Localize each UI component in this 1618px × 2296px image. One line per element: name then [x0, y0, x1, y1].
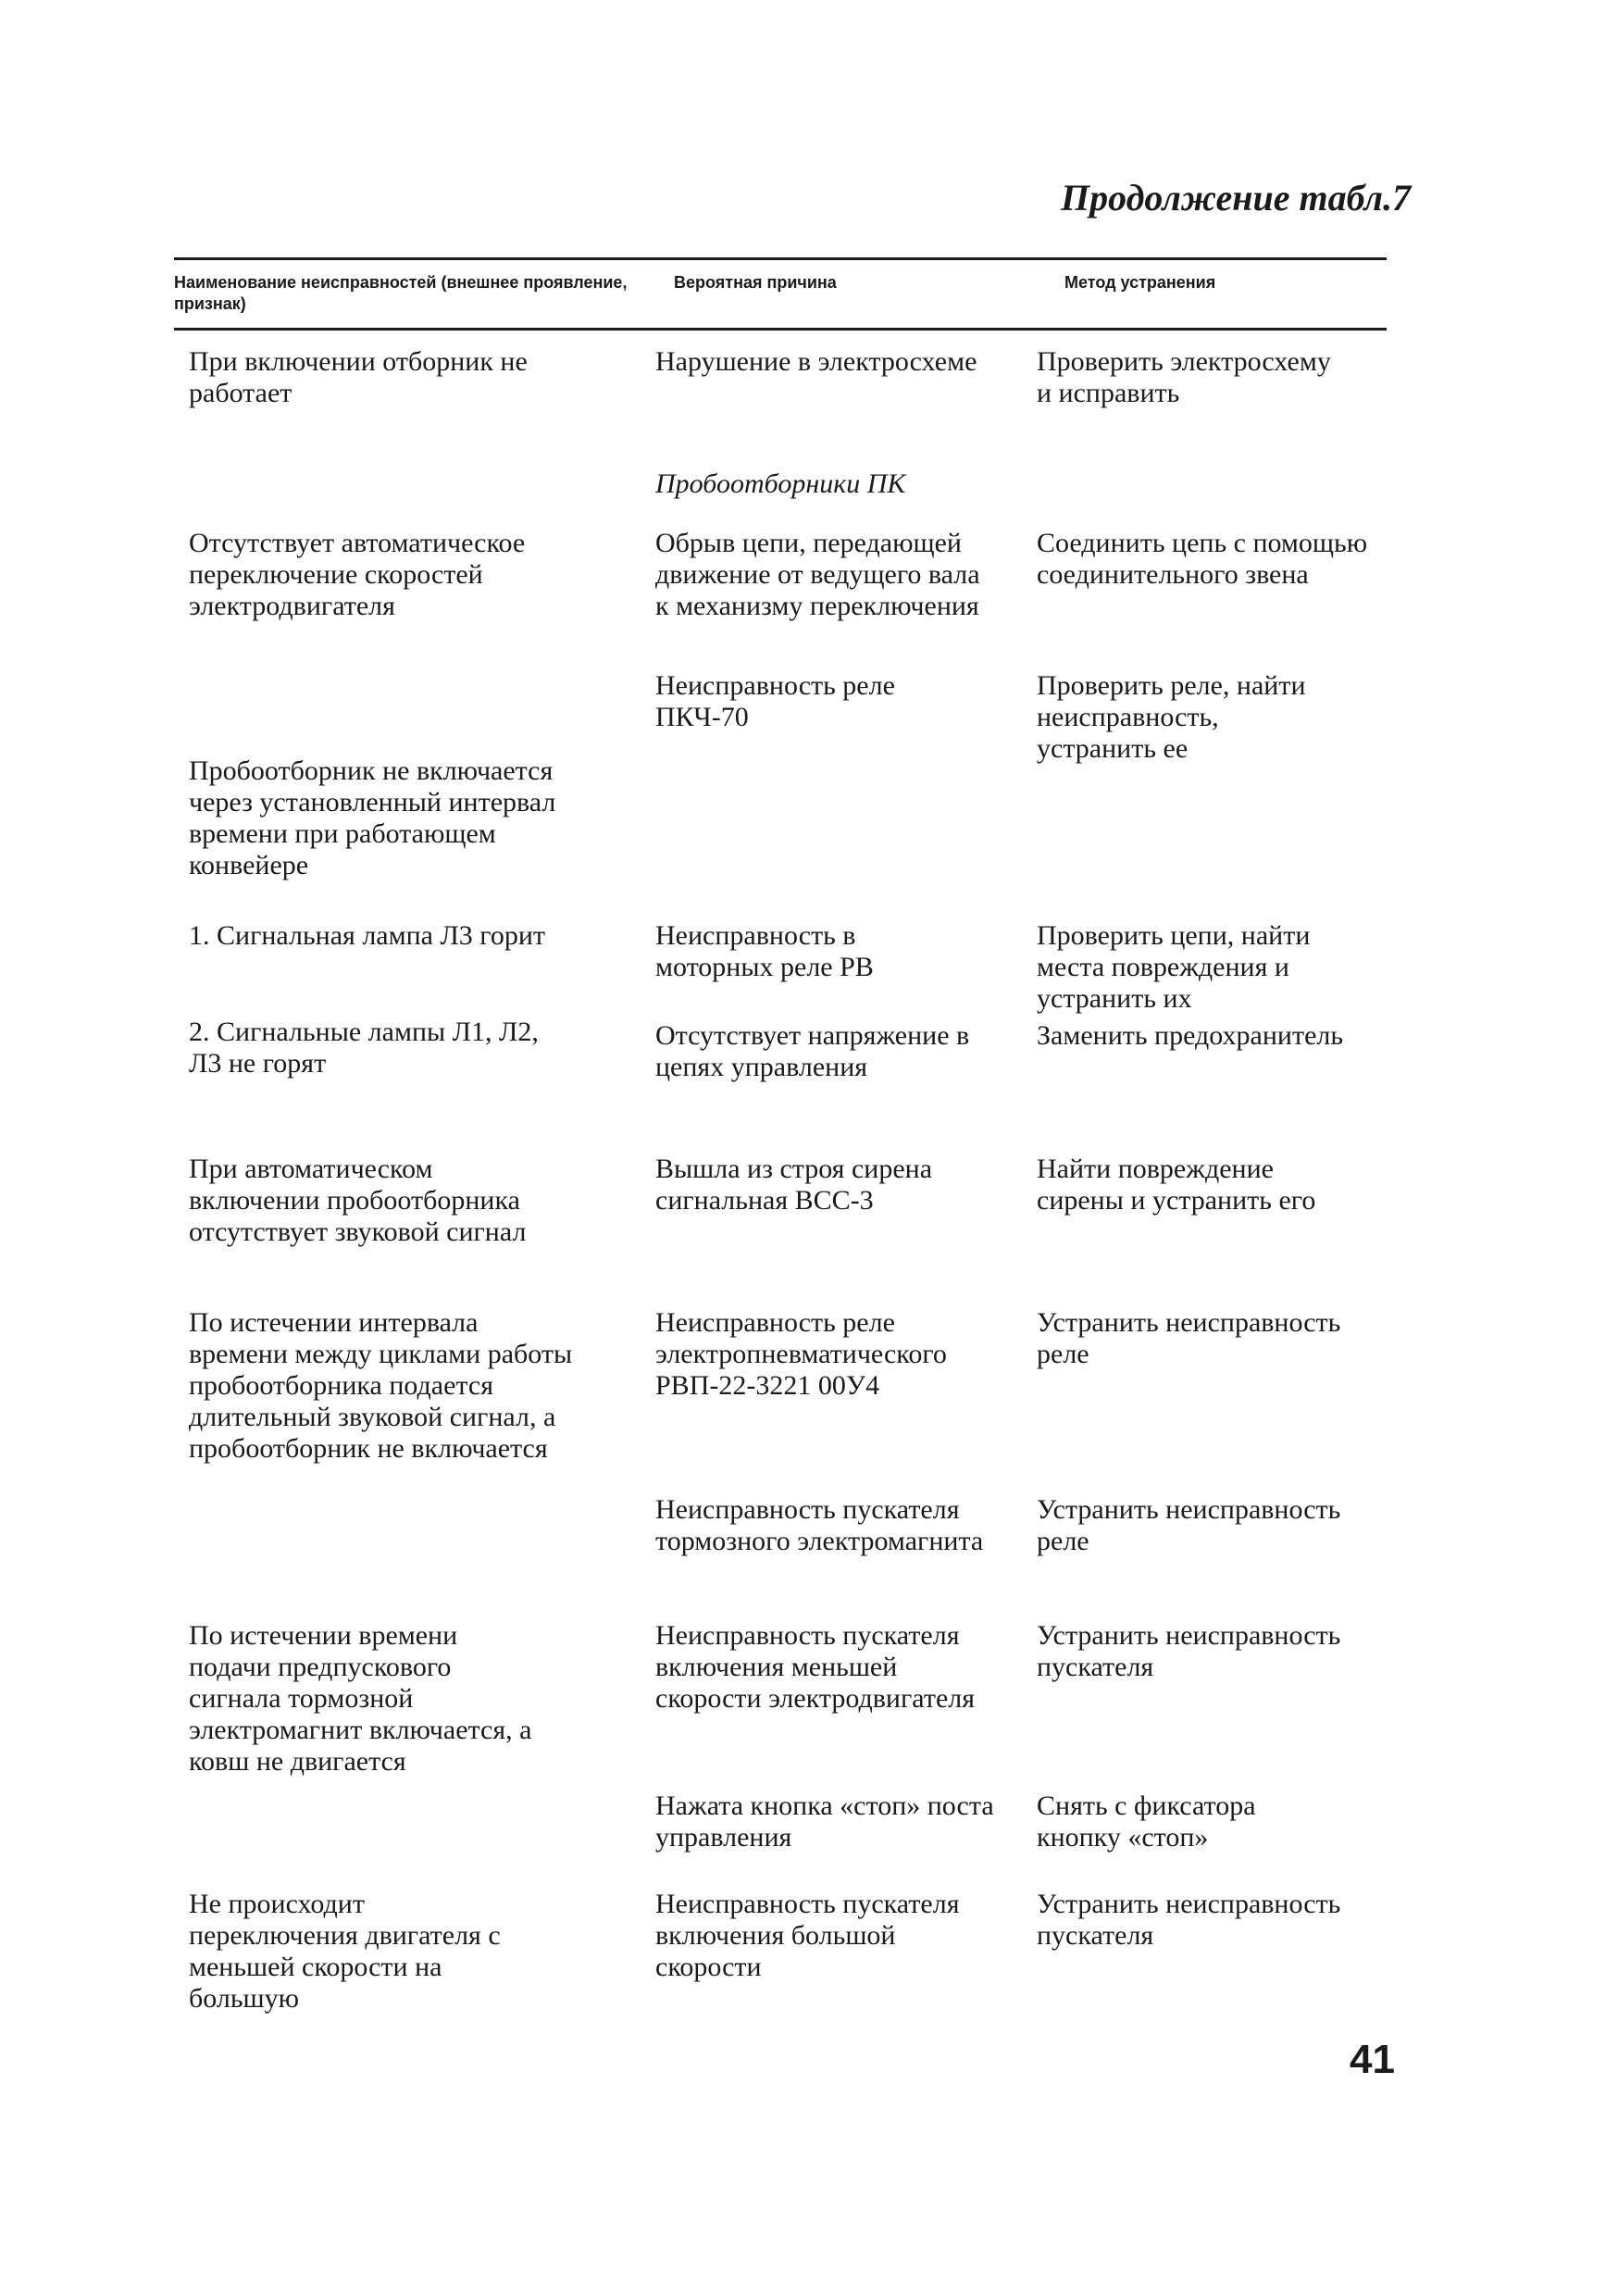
- row8-cause: Неисправность пускателя включения большой скорости: [655, 1889, 960, 1982]
- header-col2-text: Вероятная причина: [674, 273, 837, 292]
- row2-symptom: Отсутствует автоматическое переключение скоростей электродвигателя: [189, 528, 526, 621]
- row4-1-symptom: 1. Сигнальная лампа Л3 горит: [189, 920, 546, 951]
- row4-1-remedy: Проверить цепи, найти места повреждения и устранить их: [1037, 920, 1311, 1014]
- header-col2: [674, 272, 970, 293]
- row8-remedy: Устранить неисправность пускателя: [1037, 1889, 1341, 1951]
- row5-cause: Вышла из строя сирена сигнальная ВСС-3: [655, 1154, 933, 1216]
- row1-remedy: Проверить электросхему и исправить: [1037, 346, 1331, 408]
- table-header-rule: [174, 328, 1387, 331]
- row1-cause: Нарушение в электросхеме: [655, 346, 977, 377]
- row8-symptom: Не происходит переключения двигателя с меньшей скорости на большую: [189, 1889, 501, 2014]
- row7-remedy: Устранить неисправность пускателя: [1037, 1620, 1341, 1682]
- row7-cause: Неисправность пускателя включения меньшей скорости электродвигателя: [655, 1620, 976, 1714]
- row6-cause: Неисправность реле электропневматического РВП-22-3221 00У4: [655, 1307, 947, 1401]
- row7b-remedy: Снять с фиксатора кнопку «стоп»: [1037, 1791, 1256, 1853]
- row2-remedy: Соединить цепь с помощью соединительного звена: [1037, 528, 1368, 590]
- row5-symptom: При автоматическом включении пробоотборника отсутствует звуковой сигнал: [189, 1154, 527, 1247]
- section-title: Пробоотборники ПК: [655, 468, 906, 499]
- row1-symptom: При включении отборник не работает: [189, 346, 528, 408]
- row3-cause: Неисправность реле ПКЧ-70: [655, 670, 895, 732]
- row4-2-symptom: 2. Сигнальные лампы Л1, Л2, Л3 не горят: [189, 1017, 539, 1079]
- row7-symptom: По истечении времени подачи предпускового сигнала тормозной электромагнит включается, а ковш не двигается: [189, 1620, 532, 1777]
- row4-symptom: Пробоотборник не включается через установленный интервал времени при работающем конвейере: [189, 755, 556, 880]
- row2-cause: Обрыв цепи, передающей движение от ведущего вала к механизму переключения: [655, 528, 980, 621]
- row6b-remedy: Устранить неисправность реле: [1037, 1494, 1341, 1556]
- page-number: 41: [1350, 2037, 1395, 2082]
- header-col3: [1064, 272, 1361, 293]
- header-col1: [174, 272, 655, 315]
- row4-1-cause: Неисправность в моторных реле РВ: [655, 920, 874, 982]
- header-col1-text: Наименование неисправностей (внешнее проявление, признак): [174, 273, 628, 313]
- table-caption: Продолжение табл.7: [1061, 177, 1412, 218]
- row7b-cause: Нажата кнопка «стоп» поста управления: [655, 1791, 994, 1853]
- row4-2-remedy: Заменить предохранитель: [1037, 1020, 1344, 1051]
- header-col3-text: Метод устранения: [1064, 273, 1216, 292]
- row6-remedy: Устранить неисправность реле: [1037, 1307, 1341, 1369]
- row6b-cause: Неисправность пускателя тормозного электромагнита: [655, 1494, 984, 1556]
- row6-symptom: По истечении интервала времени между циклами работы пробоотборника подается длительный звуковой сигнал, а пробоотборник не включается: [189, 1307, 573, 1464]
- row4-2-cause: Отсутствует напряжение в цепях управления: [655, 1020, 970, 1082]
- table-top-rule: [174, 257, 1387, 260]
- row5-remedy: Найти повреждение сирены и устранить его: [1037, 1154, 1316, 1216]
- row3-remedy: Проверить реле, найти неисправность, устранить ее: [1037, 670, 1306, 764]
